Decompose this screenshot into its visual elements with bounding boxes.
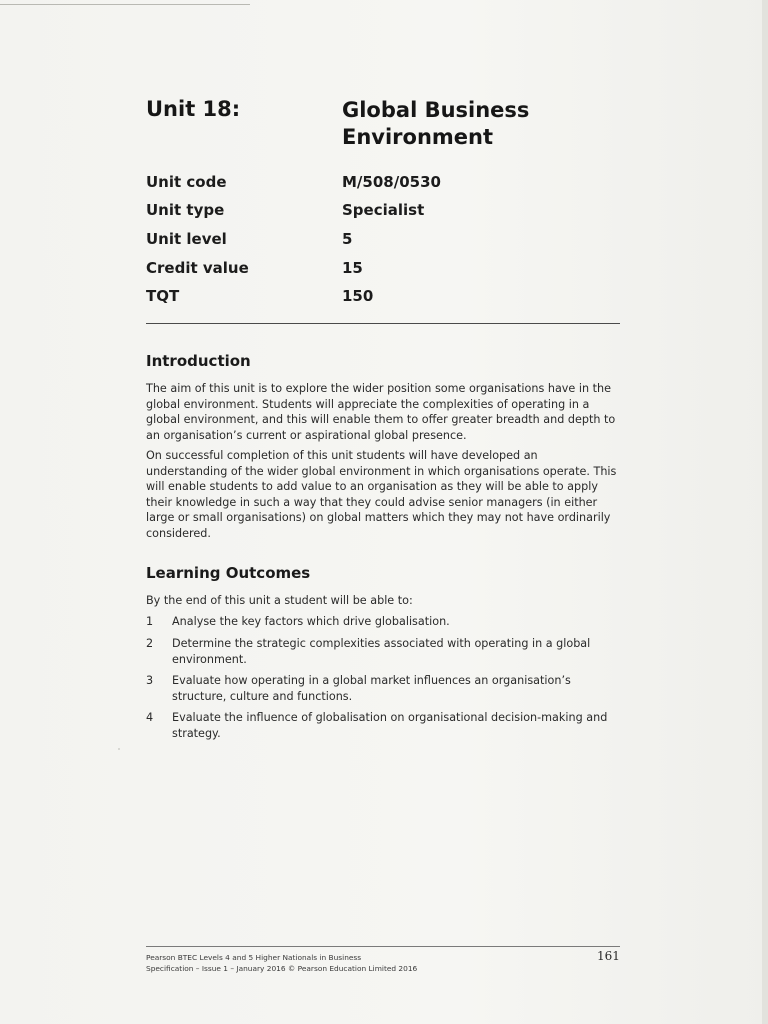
introduction-paragraph-1: The aim of this unit is to explore the wider position some organisations have in the global environment. Students will appreciate the complexities of operating in a global environment, and this will enable them to offer greater breadth and depth to an organisation’s current or aspirational global presence. — [146, 382, 616, 442]
meta-row-tqt — [146, 287, 616, 309]
meta-row-unit-code — [146, 173, 616, 195]
scan-artifact-line — [0, 4, 250, 5]
page-number: 161 — [597, 949, 620, 963]
meta-row-unit-level — [146, 230, 616, 252]
meta-row-credit-value — [146, 259, 616, 281]
unit-name-heading: Global Business Environment — [342, 98, 530, 149]
meta-value: 15 — [342, 259, 363, 277]
meta-label: Unit level — [146, 230, 227, 248]
footer-specification-line: Specification – Issue 1 – January 2016 © Pearson Education Limited 2016 — [146, 964, 418, 973]
footer-publication-title: Pearson BTEC Levels 4 and 5 Higher Nationals in Business — [146, 953, 362, 962]
outcome-number: 3 — [146, 674, 154, 687]
scan-edge — [762, 0, 768, 1024]
meta-value: 150 — [342, 287, 374, 305]
outcome-text: Analyse the key factors which drive globalisation. — [172, 615, 450, 628]
outcome-number: 2 — [146, 637, 154, 650]
outcome-number: 1 — [146, 615, 154, 628]
outcome-text: Evaluate how operating in a global market influences an organisation’s structure, culture and functions. — [172, 674, 571, 703]
meta-value: 5 — [342, 230, 353, 248]
section-divider — [146, 323, 620, 324]
scan-speck — [118, 748, 120, 750]
unit-number-heading: Unit 18: — [146, 97, 241, 121]
outcome-number: 4 — [146, 711, 154, 724]
learning-outcomes-intro: By the end of this unit a student will be able to: — [146, 594, 413, 607]
introduction-paragraph-2: On successful completion of this unit students will have developed an understanding of the wider global environment in which organisations operate. This will enable students to add value to an organisation as they will be able to apply their knowledge in such a way that they could advise senior managers (in either large or small organisations) on global matters which they may not have ordinarily considered. — [146, 449, 617, 540]
meta-label: Credit value — [146, 259, 249, 277]
meta-row-unit-type — [146, 201, 616, 223]
footer-divider — [146, 946, 620, 947]
outcome-text: Evaluate the influence of globalisation on organisational decision-making and strategy. — [172, 711, 608, 740]
meta-value: M/508/0530 — [342, 173, 441, 191]
learning-outcomes-heading: Learning Outcomes — [146, 564, 311, 582]
outcome-text: Determine the strategic complexities associated with operating in a global environment. — [172, 637, 591, 666]
meta-value: Specialist — [342, 201, 425, 219]
introduction-heading: Introduction — [146, 352, 251, 370]
meta-label: Unit code — [146, 173, 227, 191]
meta-label: Unit type — [146, 201, 225, 219]
meta-label: TQT — [146, 287, 180, 305]
